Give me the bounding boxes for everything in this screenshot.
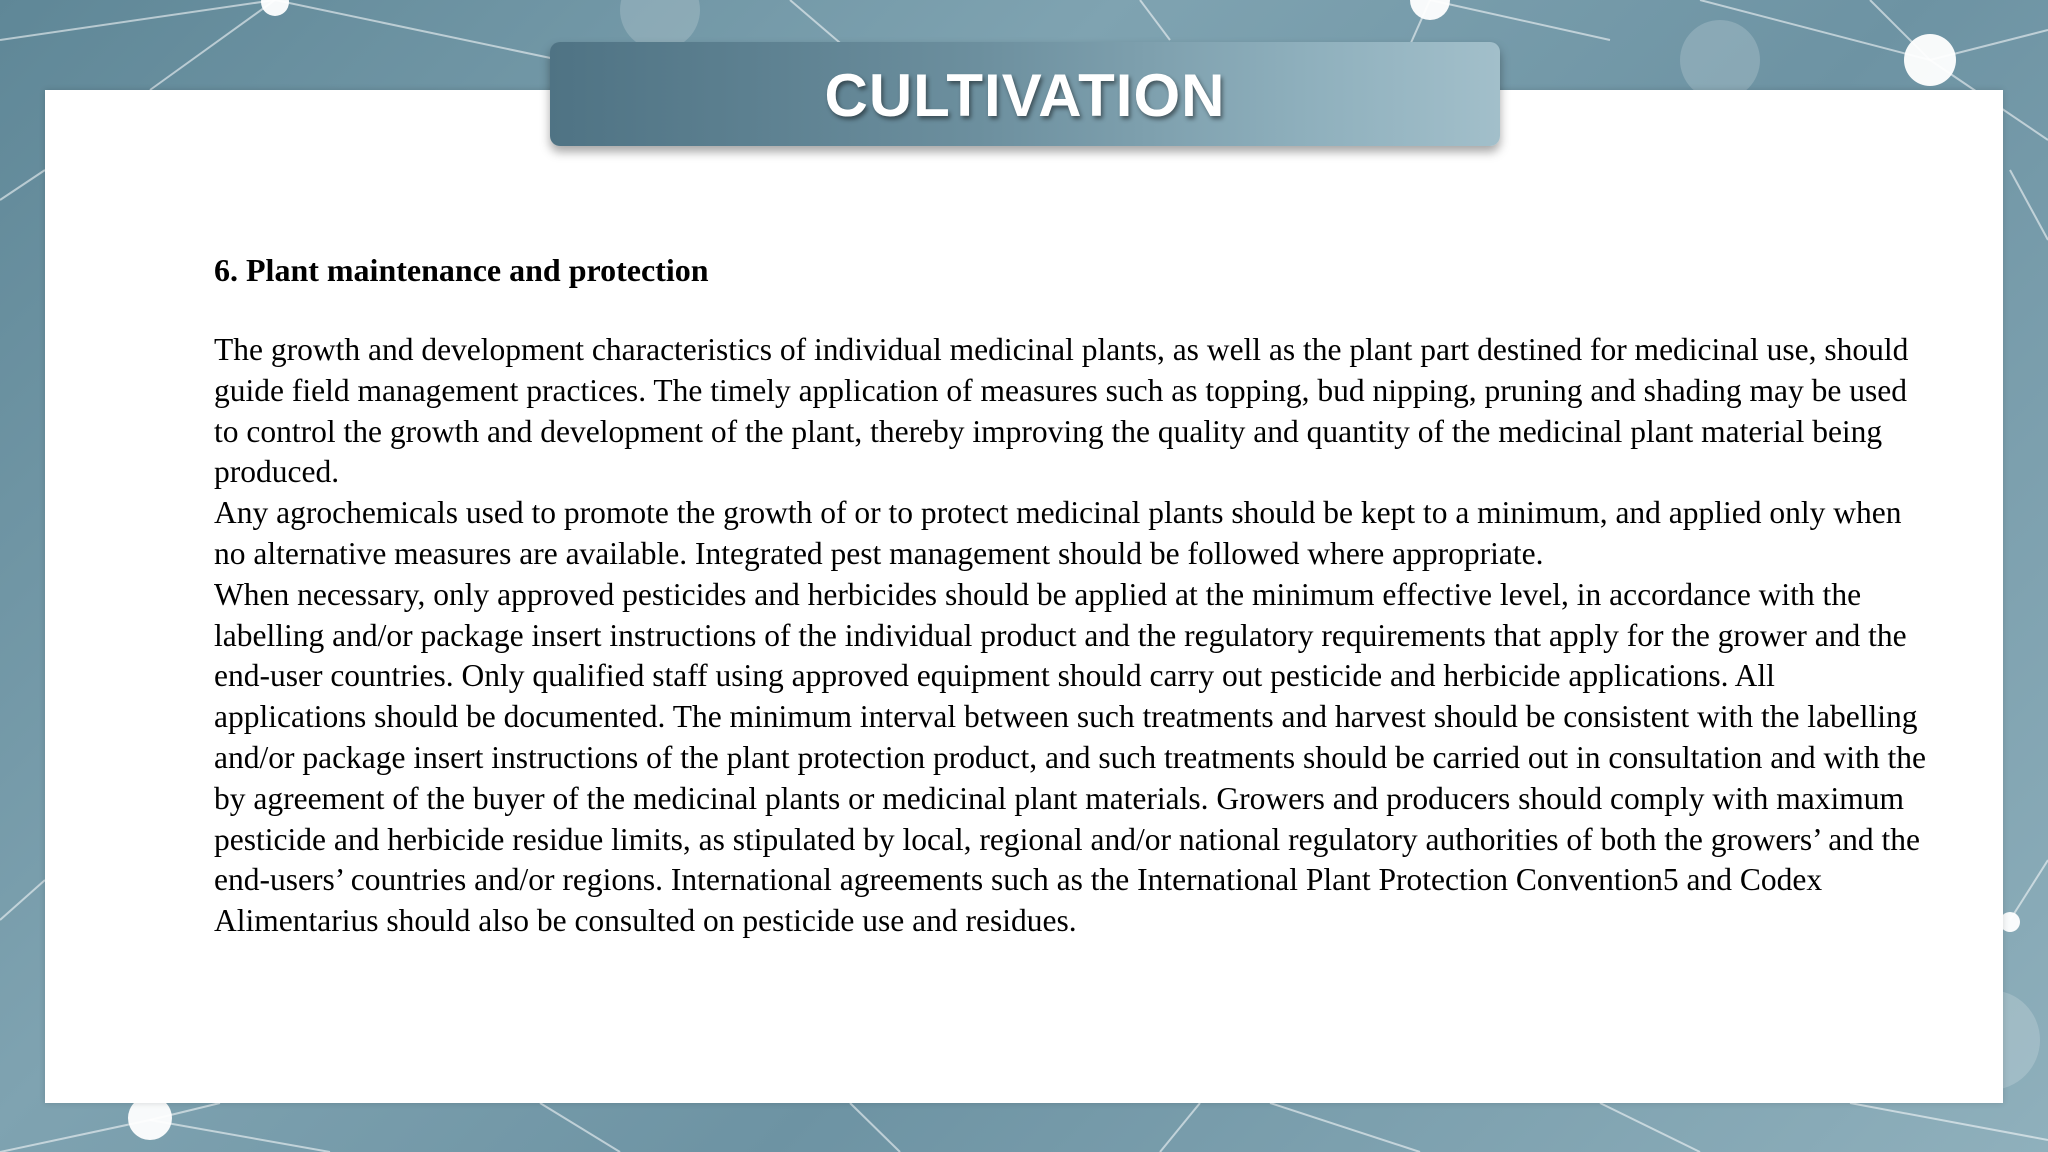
slide-title: CULTIVATION (824, 61, 1226, 129)
paragraph-pesticides: When necessary, only approved pesticides and herbicides should be applied at the minimum effective level, in accordance with the labelling and/or package insert instructions of the individual product and the regulatory requirements that apply for the grower and the end-user countries. Only qualified staff using approved equipment should carry out pesticide and herbicide applications. All applications should be documented. The minimum interval between such treatments and harvest should be consistent with the labelling and/or package insert instructions of the plant protection product, and such treatments should be carried out in consultation and with the by agreement of the buyer of the medicinal plants or medicinal plant materials. Growers and producers should comply with maximum pesticide and herbicide residue limits, as stipulated by local, regional and/or national regulatory authorities of both the growers’ and the end-users’ countries and/or regions. International agreements such as the International Plant Protection Convention5 and Codex Alimentarius should also be consulted on pesticide use and residues. (214, 576, 1926, 939)
paragraph-agrochemicals: Any agrochemicals used to promote the growth of or to protect medicinal plants should be kept to a minimum, and applied only when no alternative measures are available. Integrated pest management should be followed where appropriate. (214, 495, 1902, 571)
section-heading: 6. Plant maintenance and protection (214, 252, 709, 288)
paragraph-field-management: The growth and development characteristics of individual medicinal plants, as well as the plant part destined for medicinal use, should guide field management practices. The timely application of measures such as topping, bud nipping, pruning and shading may be used to control the growth and development of the plant, thereby improving the quality and quantity of the medicinal plant material being produced. (214, 332, 1909, 490)
slide-body (214, 250, 1934, 942)
title-banner (550, 42, 1500, 146)
